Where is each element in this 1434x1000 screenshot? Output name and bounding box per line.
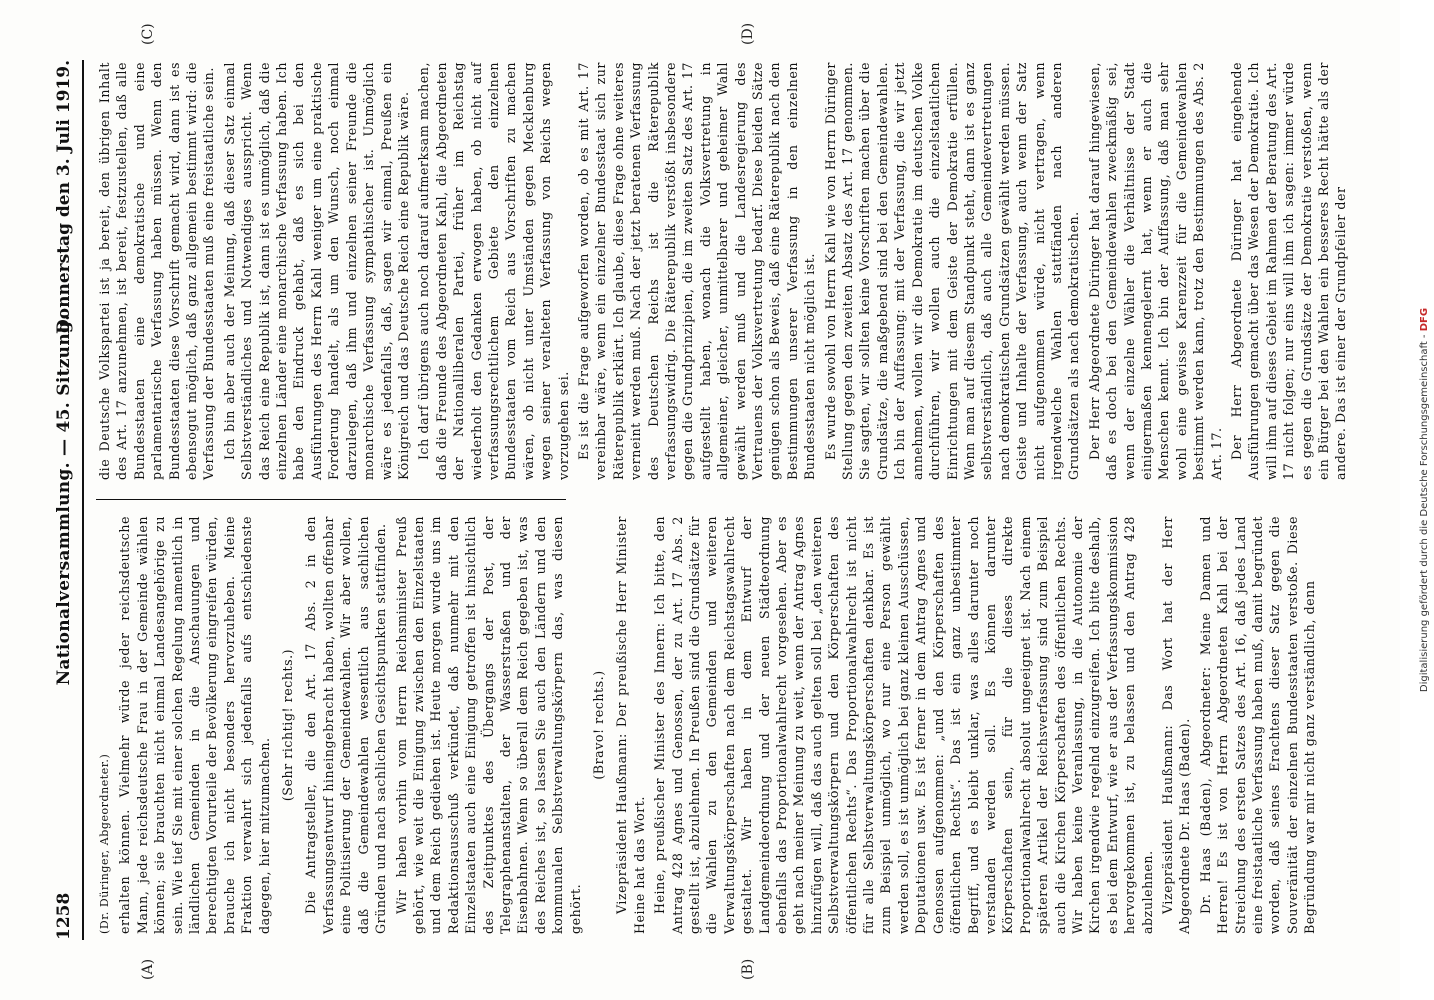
page-header xyxy=(48,60,84,940)
paragraph: Ich bin aber auch der Meinung, daß dieser Satz einmal Selbstverständliches und Notwendiges ausspricht. Wenn das Reich eine Republik ist, dann ist es unmöglich, daß die einzelnen Länder eine monarchische Verfassung haben. Ich habe den Eindruck gehabt, daß es sich bei den Ausführungen des Herrn Kahl weniger um eine praktische Forderung handelt, als um den Wunsch, noch einmal darzulegen, daß ihm und einzelnen seiner Freunde die monarchische Verfassung sympathischer ist. Unmöglich wäre es jedenfalls, daß, sagen wir einmal, Preußen ein Königreich und das Deutsche Reich eine Republik wäre. xyxy=(221,62,411,480)
paragraph: Es wurde sowohl von Herrn Kahl wie von Herrn Düringer Stellung gegen den zweiten Absatz des Art. 17 genommen. Sie sagten, wir sollten keine Vorschriften machen über die Grundsätze, die maßgebend sind bei den Gemeindewahlen. Ich bin der Auffassung: mit der Verfassung, die wir jetzt annehmen, wollen wir die Demokratie im deutschen Volke durchführen, wir wollen auch die einzelstaatlichen Einrichtungen mit dem Geiste der Demokratie erfüllen. Wenn man auf diesem Standpunkt steht, dann ist es ganz selbstverständlich, daß auch alle Gemeindevertretungen nach demokratischen Grundsätzen gewählt werden müssen. Geiste und Inhalte der Verfassung, auch wenn der Satz nicht aufgenommen würde, nicht vertragen, wenn irgendwelche Wahlen stattfänden nach anderen Grundsätzen als nach demokratischen. xyxy=(822,62,1082,480)
left-column xyxy=(96,516,1340,934)
paragraph: Der Herr Abgeordnete Düringer hat darauf hingewiesen, daß es doch bei den Gemeindewahlen zweckmäßig sei, wenn der einzelne Wähler die Verhältnisse der Stadt einigermaßen kennengelernt hat, wenn er auch die Menschen kennt. Ich bin der Auffassung, daß man sehr wohl eine gewisse Karenzzeit für die Gemeindewahlen bestimmt werden kann, trotz den Bestimmungen des Abs. 2 Art. 17. xyxy=(1086,62,1224,480)
dfg-badge: DFG xyxy=(1419,307,1430,332)
paragraph: Ich darf übrigens auch noch darauf aufmerksam machen, daß die Freunde des Abgeordneten Kahl, die Abgeordneten der Nationalliberalen Partei, früher im Reichstag wiederholt den Gedanken erwogen haben, ob nicht auf verfassungsrechtlichem Gebiete den einzelnen Bundesstaaten vom Reich aus Vorschriften zu machen wären, ob nicht unter Umständen gegen Mecklenburg wegen seiner veralteten Verfassung von Reichs wegen vorzugehen sei. xyxy=(416,62,571,480)
paragraph: Dr. Haas (Baden), Abgeordneter: Meine Damen und Herren! Es ist von Herrn Abgeordneten Kahl bei der Streichung des ersten Satzes des Art. 16, daß jedes Land eine freistaatliche Verfassung haben muß, damit begründet worden, daß seines Erachtens dieser Satz gegen die Souveränität der einzelnen Bundesstaaten verstoße. Diese Begründung war mir nicht ganz verständlich, denn xyxy=(1197,516,1318,934)
notice-text: Digitalisierung gefördert durch die Deutsche Forschungsgemeinschaft - xyxy=(1419,334,1430,693)
paragraph: erhalten können. Vielmehr würde jeder reichsdeutsche Mann, jede reichsdeutsche Frau in der Gemeinde wählen können; sie brauchten nicht einmal Landesangehörige zu sein. Wie tief Sie mit einer solchen Regelung namentlich in ländlichen Gemeinden in die Anschauungen und berechtigten Vorurteile der Bevölkerung eingreifen würden, brauche ich nicht besonders hervorzuheben. Meine Fraktion verwahrt sich jedenfalls aufs entschiedenste dagegen, hier mitzumachen. xyxy=(117,516,272,934)
speaker-line: (Dr. Düringer, Abgeordneter.) xyxy=(98,753,111,934)
paragraph: Wir haben vorhin vom Herrn Reichsminister Preuß gehört, wie weit die Einigung zwischen den Einzelstaaten und dem Reich gediehen ist. Heute morgen wurde uns im Redaktionsausschuß verkündet, daß nunmehr mit den Einzelstaaten auch eine Einigung getroffen ist hinsichtlich des Zeitpunktes des Übergangs der Post, der Telegraphenanstalten, der Wasserstraßen und der Eisenbahnen. Wenn so überall dem Reich gegeben ist, was des Reiches ist, so lassen Sie auch den Ländern und den kommunalen Selbstverwaltungskörpern das, was diesen gehört. xyxy=(393,516,583,934)
paragraph: die Deutsche Volkspartei ist ja bereit, den übrigen Inhalt des Art. 17 anzunehmen, ist bereit, festzustellen, daß alle Bundesstaaten eine demokratische und eine parlamentarische Verfassung haben müssen. Wenn den Bundesstaaten diese Vorschrift gemacht wird, dann ist es ebensogut möglich, daß ganz allgemein bestimmt wird: die Verfassung der Bundesstaaten muß eine freistaatliche sein. xyxy=(97,62,217,480)
paragraph: Der Herr Abgeordnete Düringer hat eingehende Ausführungen gemacht über das Wesen der Demokratie. Ich will ihm auf dieses Gebiet im Rahmen der Beratung des Art. 17 nicht folgen; nur eins will ihm ich sagen: immer würde es gegen die Grundsätze der Demokratie verstoßen, wenn ein Bürger bei den Wahlen ein besseres Recht hätte als der andere. Das ist einer der Grundpfeiler der xyxy=(1229,62,1349,480)
paragraph: Die Antragsteller, die den Art. 17 Abs. 2 in den Verfassungsentwurf hineingebracht haben, wollten offenbar eine Politisierung der Gemeindewahlen. Wir aber wollen, daß die Gemeindewahlen wesentlich aus sachlichen Gründen und nach sachlichen Gesichtspunkten stattfinden. xyxy=(303,516,389,934)
digitization-notice xyxy=(1416,0,1434,1000)
session-title: Nationalversammlung. — 45. Sitzung. xyxy=(54,314,74,686)
paragraph: Es ist die Frage aufgeworfen worden, ob es mit Art. 17 vereinbar wäre, wenn ein einzelner Bundesstaat sich zur Räterepublik erklärt. Ich glaube, diese Frage ohne weiteres verneint werden muß. Nach der jetzt beratenen Verfassung des Deutschen Reichs ist die Räterepublik verfassungswidrig. Die Räterepublik verstößt insbesondere gegen die Grundprinzipien, die im zweiten Satz des Art. 17 aufgestellt haben, wonach die Volksvertretung in allgemeiner, gleicher, unmittelbarer und geheimer Wahl gewählt werden muß und die Landesregierung des Vertrauens der Volksvertretung bedarf. Diese beiden Sätze genügen schon als Beweis, daß eine Räterepublik nach den Bestimmungen unserer Verfassung in den einzelnen Bundesstaaten nicht möglich ist. xyxy=(575,62,818,480)
paragraph: Heine, preußischer Minister des Innern: Ich bitte, den Antrag 428 Agnes und Genossen, der zu Art. 17 Abs. 2 gestellt ist, abzulehnen. In Preußen sind die Grundsätze für die Wahlen zu den Gemeinden und weiteren Verwaltungskörperschaften nach dem Reichstagswahlrecht gestaltet. Wir haben in dem Entwurf der Landgemeindeordnung und der neuen Städteordnung ebenfalls das Proportionalwahlrecht vorgesehen. Aber es geht nach meiner Meinung zu weit, wenn der Antrag Agnes hinzufügen will, daß das auch gelten soll bei „den weiteren Selbstverwaltungskörpern und den Körperschaften des öffentlichen Rechts“. Das Proportionalwahlrecht ist nicht für alle Selbstverwaltungskörperschaften denkbar. Es ist zum Beispiel unmöglich, wo nur eine Person gewählt werden soll, es ist unmöglich bei ganz kleinen Ausschüssen, Deputationen usw. Es ist ferner in dem Antrag Agnes und Genossen aufgenommen: „und den Körperschaften des öffentlichen Rechts“. Das ist ein ganz unbestimmter Begriff, und es bleibt unklar, was alles darunter noch verstanden werden soll. Es können darunter Körperschaften sein, für die dieses direkte Proportionalwahlrecht absolut ungeeignet ist. Nach einem späteren Artikel der Reichsverfassung sind zum Beispiel auch die Kirchen Körperschaften des öffentlichen Rechts. Wir haben keine Veranlassung, in die Autonomie der Kirchen irgendwie regelnd einzugreifen. Ich bitte deshalb, es bei dem Entwurf, wie er aus der Verfassungskommission hervorgekommen ist, zu belassen und den Antrag 428 abzulehnen. xyxy=(652,516,1155,934)
interjection: (Sehr richtig! rechts.) xyxy=(280,648,296,802)
session-date: Donnerstag den 3. Juli 1919. xyxy=(54,60,74,334)
right-column xyxy=(96,62,1349,480)
margin-marker-b: (B) xyxy=(740,958,756,980)
interjection: (Bravo! rechts.) xyxy=(590,670,606,780)
paragraph: Vizepräsident Haußmann: Das Wort hat der Herr Abgeordnete Dr. Haas (Baden). xyxy=(1159,516,1193,934)
column-divider xyxy=(96,499,566,500)
page-number: 1258 xyxy=(54,892,74,940)
margin-marker-a: (A) xyxy=(140,958,156,980)
paragraph: Vizepräsident Haußmann: Der preußische Herr Minister Heine hat das Wort. xyxy=(614,516,647,934)
margin-marker-c: (C) xyxy=(140,23,156,45)
margin-marker-d: (D) xyxy=(740,22,756,45)
